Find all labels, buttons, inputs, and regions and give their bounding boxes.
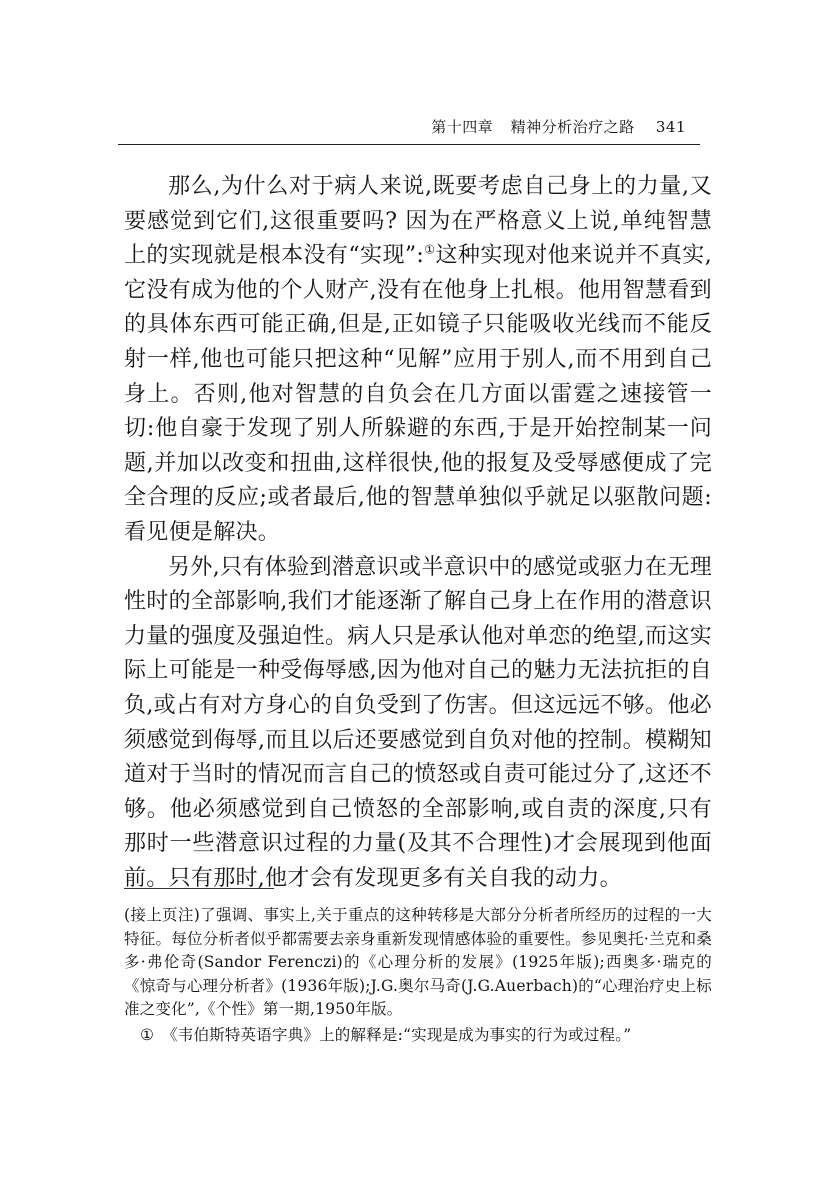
- footnote-rule: [124, 888, 274, 889]
- header-rule: [118, 144, 700, 145]
- footnote-ref: ①: [424, 242, 436, 257]
- footnote-1-text: 《韦伯斯特英语字典》上的解释是:“实现是成为事实的行为或过程。”: [162, 1025, 632, 1044]
- paragraph-2: 另外,只有体验到潜意识或半意识中的感觉或驱力在无理性时的全部影响,我们才能逐渐了解自己身上在作用的潜意识力量的强度及强迫性。病人只是承认他对单恋的绝望,而这实际上可能是一种受侮辱感,因为他对自己的魅力无法抗拒的自负,或占有对方身心的自负受到了伤害。但这远远不够。他必须感觉到侮辱,而且以后还要感觉到自负对他的控制。模糊知道对于当时的情况而言自己的愤怒或自责可能过分了,这还不够。他必须感觉到自己愤怒的全部影响,或自责的深度,只有那时一些潜意识过程的力量(及其不合理性)才会展现到他面前。只有那时,他才会有发现更多有关自我的动力。: [124, 554, 712, 891]
- body-text: [124, 170, 712, 896]
- footnote-1-marker: ①: [140, 1025, 155, 1044]
- paragraph-1: [124, 170, 712, 551]
- chapter-title: 精神分析治疗之路: [510, 118, 635, 136]
- paragraph-1-part-b: 这种实现对他来说并不真实,它没有成为他的个人财产,没有在他身上扎根。他用智慧看到的具体东西可能正确,但是,正如镜子只能吸收光线而不能反射一样,他也可能只把这种“见解”应用于别人,而不用到自己身上。否则,他对智慧的自负会在几方面以雷霆之速接管一切:他自豪于发现了别人所躲避的东西,于是开始控制某一问题,并加以改变和扭曲,这样很快,他的报复及受辱感便成了完全合理的反应;或者最后,他的智慧单独似乎就足以驱散问题:看见便是解决。: [124, 243, 712, 545]
- paragraph-1-part-a: 那么,为什么对于病人来说,既要考虑自己身上的力量,又要感觉到它们,这很重要吗? 因为在严格意义上说,单纯智慧上的实现就是根本没有“实现”:: [124, 174, 712, 269]
- footnote-continued: (接上页注)了强调、事实上,关于重点的这种转移是大部分分析者所经历的过程的一大特征。每位分析者似乎都需要去亲身重新发现情感体验的重要性。参见奥托·兰克和桑多·弗伦奇(Sandor Ferenczi)的《心理分析的发展》(1925年版);西奥多·瑞克的《惊奇与心理分析者》(1936年版);J.G.奥尔马奇(J.G.Auerbach)的“心理治疗史上标准之变化”,《个性》第一期,1950年版。: [124, 906, 712, 1018]
- footnotes: [124, 904, 712, 1047]
- footnote-1: [124, 1024, 712, 1048]
- chapter-label: 第十四章: [431, 118, 494, 136]
- running-header: [118, 116, 700, 146]
- header-text: [431, 116, 686, 137]
- page-number: 341: [655, 118, 686, 136]
